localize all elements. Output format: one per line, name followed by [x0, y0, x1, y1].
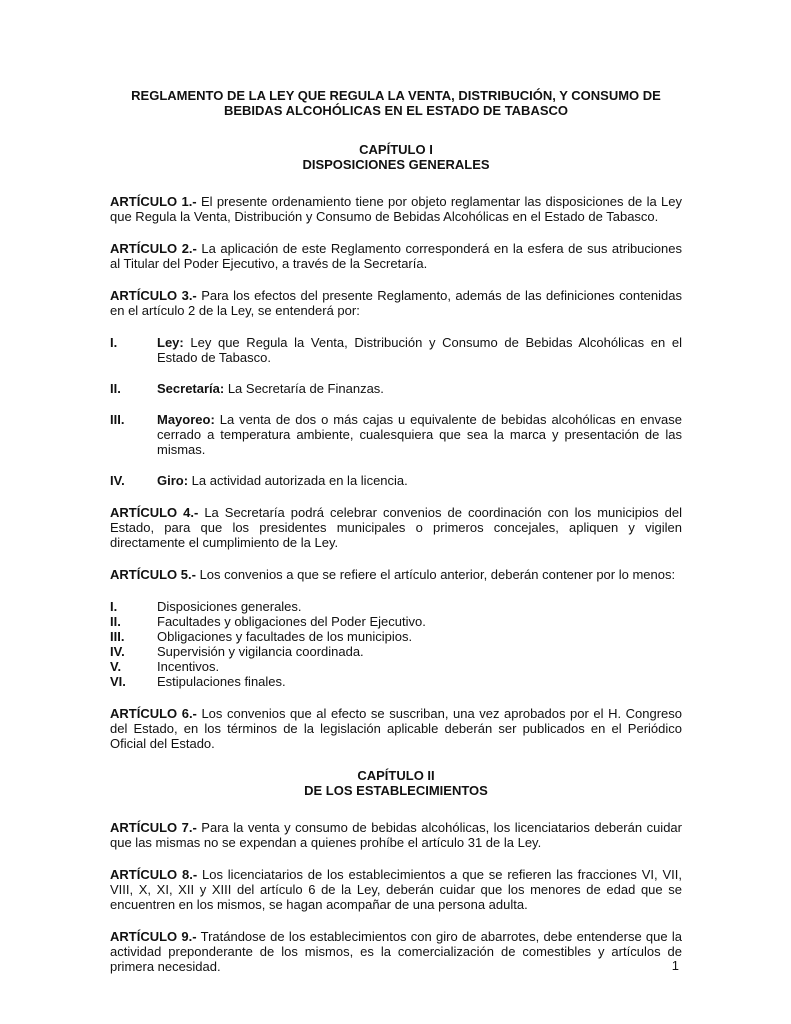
definition-item: [110, 335, 682, 365]
definition-text: La Secretaría de Finanzas.: [224, 381, 384, 396]
article-8-label: ARTÍCULO 8.-: [110, 867, 198, 882]
list-item: [110, 644, 682, 659]
article-5: [110, 567, 682, 582]
definition-item: [110, 412, 682, 457]
definition-text: La venta de dos o más cajas u equivalente de bebidas alcohólicas en envase cerrado a temperatura ambiente, cualesquiera que sea la marca y presentación de las mismas.: [157, 412, 682, 457]
article-2: [110, 241, 682, 271]
article-4: [110, 505, 682, 550]
definition-term: Secretaría:: [157, 381, 225, 396]
article-3-text: Para los efectos del presente Reglamento, además de las definiciones contenidas en el artículo 2 de la Ley, se entenderá por:: [110, 288, 682, 318]
list-text: Incentivos.: [157, 659, 220, 674]
article-3-label: ARTÍCULO 3.-: [110, 288, 197, 303]
list-item: [110, 674, 682, 689]
list-number: VI.: [110, 674, 126, 689]
definition-number: I.: [110, 335, 118, 350]
definition-term: Mayoreo:: [157, 412, 215, 427]
list-text: Disposiciones generales.: [157, 599, 302, 614]
article-9: [110, 929, 682, 974]
list-number: V.: [110, 659, 122, 674]
article-5-label: ARTÍCULO 5.-: [110, 567, 196, 582]
document-title-line-2: BEBIDAS ALCOHÓLICAS EN EL ESTADO DE TABASCO: [223, 103, 569, 118]
page-number: 1: [671, 958, 679, 973]
definition-item: [110, 381, 682, 396]
article-7: [110, 820, 682, 850]
list-number: I.: [110, 599, 118, 614]
definition-term: Giro:: [157, 473, 189, 488]
list-item: [110, 614, 682, 629]
definition-text: La actividad autorizada en la licencia.: [188, 473, 408, 488]
article-6-text: Los convenios que al efecto se suscriban, una vez aprobados por el H. Congreso del Estado, en los términos de la legislación aplicable deberán ser publicados en el Periódico Oficial del Estado.: [110, 706, 682, 751]
definition-number: III.: [110, 412, 125, 427]
list-number: III.: [110, 629, 125, 644]
list-number: IV.: [110, 644, 125, 659]
article-6: [110, 706, 682, 751]
chapter-2-label: CAPÍTULO II: [357, 768, 435, 783]
article-4-label: ARTÍCULO 4.-: [110, 505, 199, 520]
list-text: Facultades y obligaciones del Poder Ejecutivo.: [157, 614, 426, 629]
chapter-1-name: DISPOSICIONES GENERALES: [302, 157, 490, 172]
definition-number: IV.: [110, 473, 125, 488]
article-1: [110, 194, 682, 224]
article-8-text: Los licenciatarios de los establecimientos a que se refieren las fracciones VI, VII, VIII, X, XI, XII y XIII del artículo 6 de la Ley, deberán cuidar que los menores de edad que se encuentren en los mismos, se hagan acompañar de una persona adulta.: [110, 867, 682, 912]
article-3: [110, 288, 682, 318]
article-7-label: ARTÍCULO 7.-: [110, 820, 197, 835]
list-text: Supervisión y vigilancia coordinada.: [157, 644, 364, 659]
article-7-text: Para la venta y consumo de bebidas alcohólicas, los licenciatarios deberán cuidar que las mismas no se expendan a quienes prohíbe el artículo 31 de la Ley.: [110, 820, 682, 850]
definition-term: Ley:: [157, 335, 184, 350]
list-item: [110, 659, 682, 674]
document-title-line-1: REGLAMENTO DE LA LEY QUE REGULA LA VENTA, DISTRIBUCIÓN, Y CONSUMO DE: [131, 88, 661, 103]
article-5-text: Los convenios a que se refiere el artículo anterior, deberán contener por lo menos:: [195, 567, 676, 582]
chapter-1-label: CAPÍTULO I: [359, 142, 433, 157]
list-text: Obligaciones y facultades de los municipios.: [157, 629, 413, 644]
article-6-label: ARTÍCULO 6.-: [110, 706, 197, 721]
list-item: [110, 629, 682, 644]
document-page: [110, 88, 682, 974]
article-9-label: ARTÍCULO 9.-: [110, 929, 197, 944]
definition-item: [110, 473, 682, 488]
definition-number: II.: [110, 381, 121, 396]
article-8: [110, 867, 682, 912]
chapter-2-name: DE LOS ESTABLECIMIENTOS: [304, 783, 488, 798]
article-1-text: El presente ordenamiento tiene por objeto reglamentar las disposiciones de la Ley que Regula la Venta, Distribución y Consumo de Bebidas Alcohólicas en el Estado de Tabasco.: [110, 194, 682, 224]
definition-text: Ley que Regula la Venta, Distribución y Consumo de Bebidas Alcohólicas en el Estado de Tabasco.: [157, 335, 682, 365]
article-9-text: Tratándose de los establecimientos con giro de abarrotes, debe entenderse que la actividad preponderante de los mismos, es la comercialización de comestibles y artículos de primera necesidad.: [110, 929, 682, 974]
list-item: [110, 599, 682, 614]
article-1-label: ARTÍCULO 1.-: [110, 194, 197, 209]
list-number: II.: [110, 614, 121, 629]
article-2-text: La aplicación de este Reglamento corresponderá en la esfera de sus atribuciones al Titular del Poder Ejecutivo, a través de la Secretaría.: [110, 241, 682, 271]
article-2-label: ARTÍCULO 2.-: [110, 241, 197, 256]
article-4-text: La Secretaría podrá celebrar convenios de coordinación con los municipios del Estado, para que los presidentes municipales o primeros concejales, apliquen y vigilen directamente el cumplimiento de la Ley.: [110, 505, 682, 550]
list-text: Estipulaciones finales.: [157, 674, 286, 689]
